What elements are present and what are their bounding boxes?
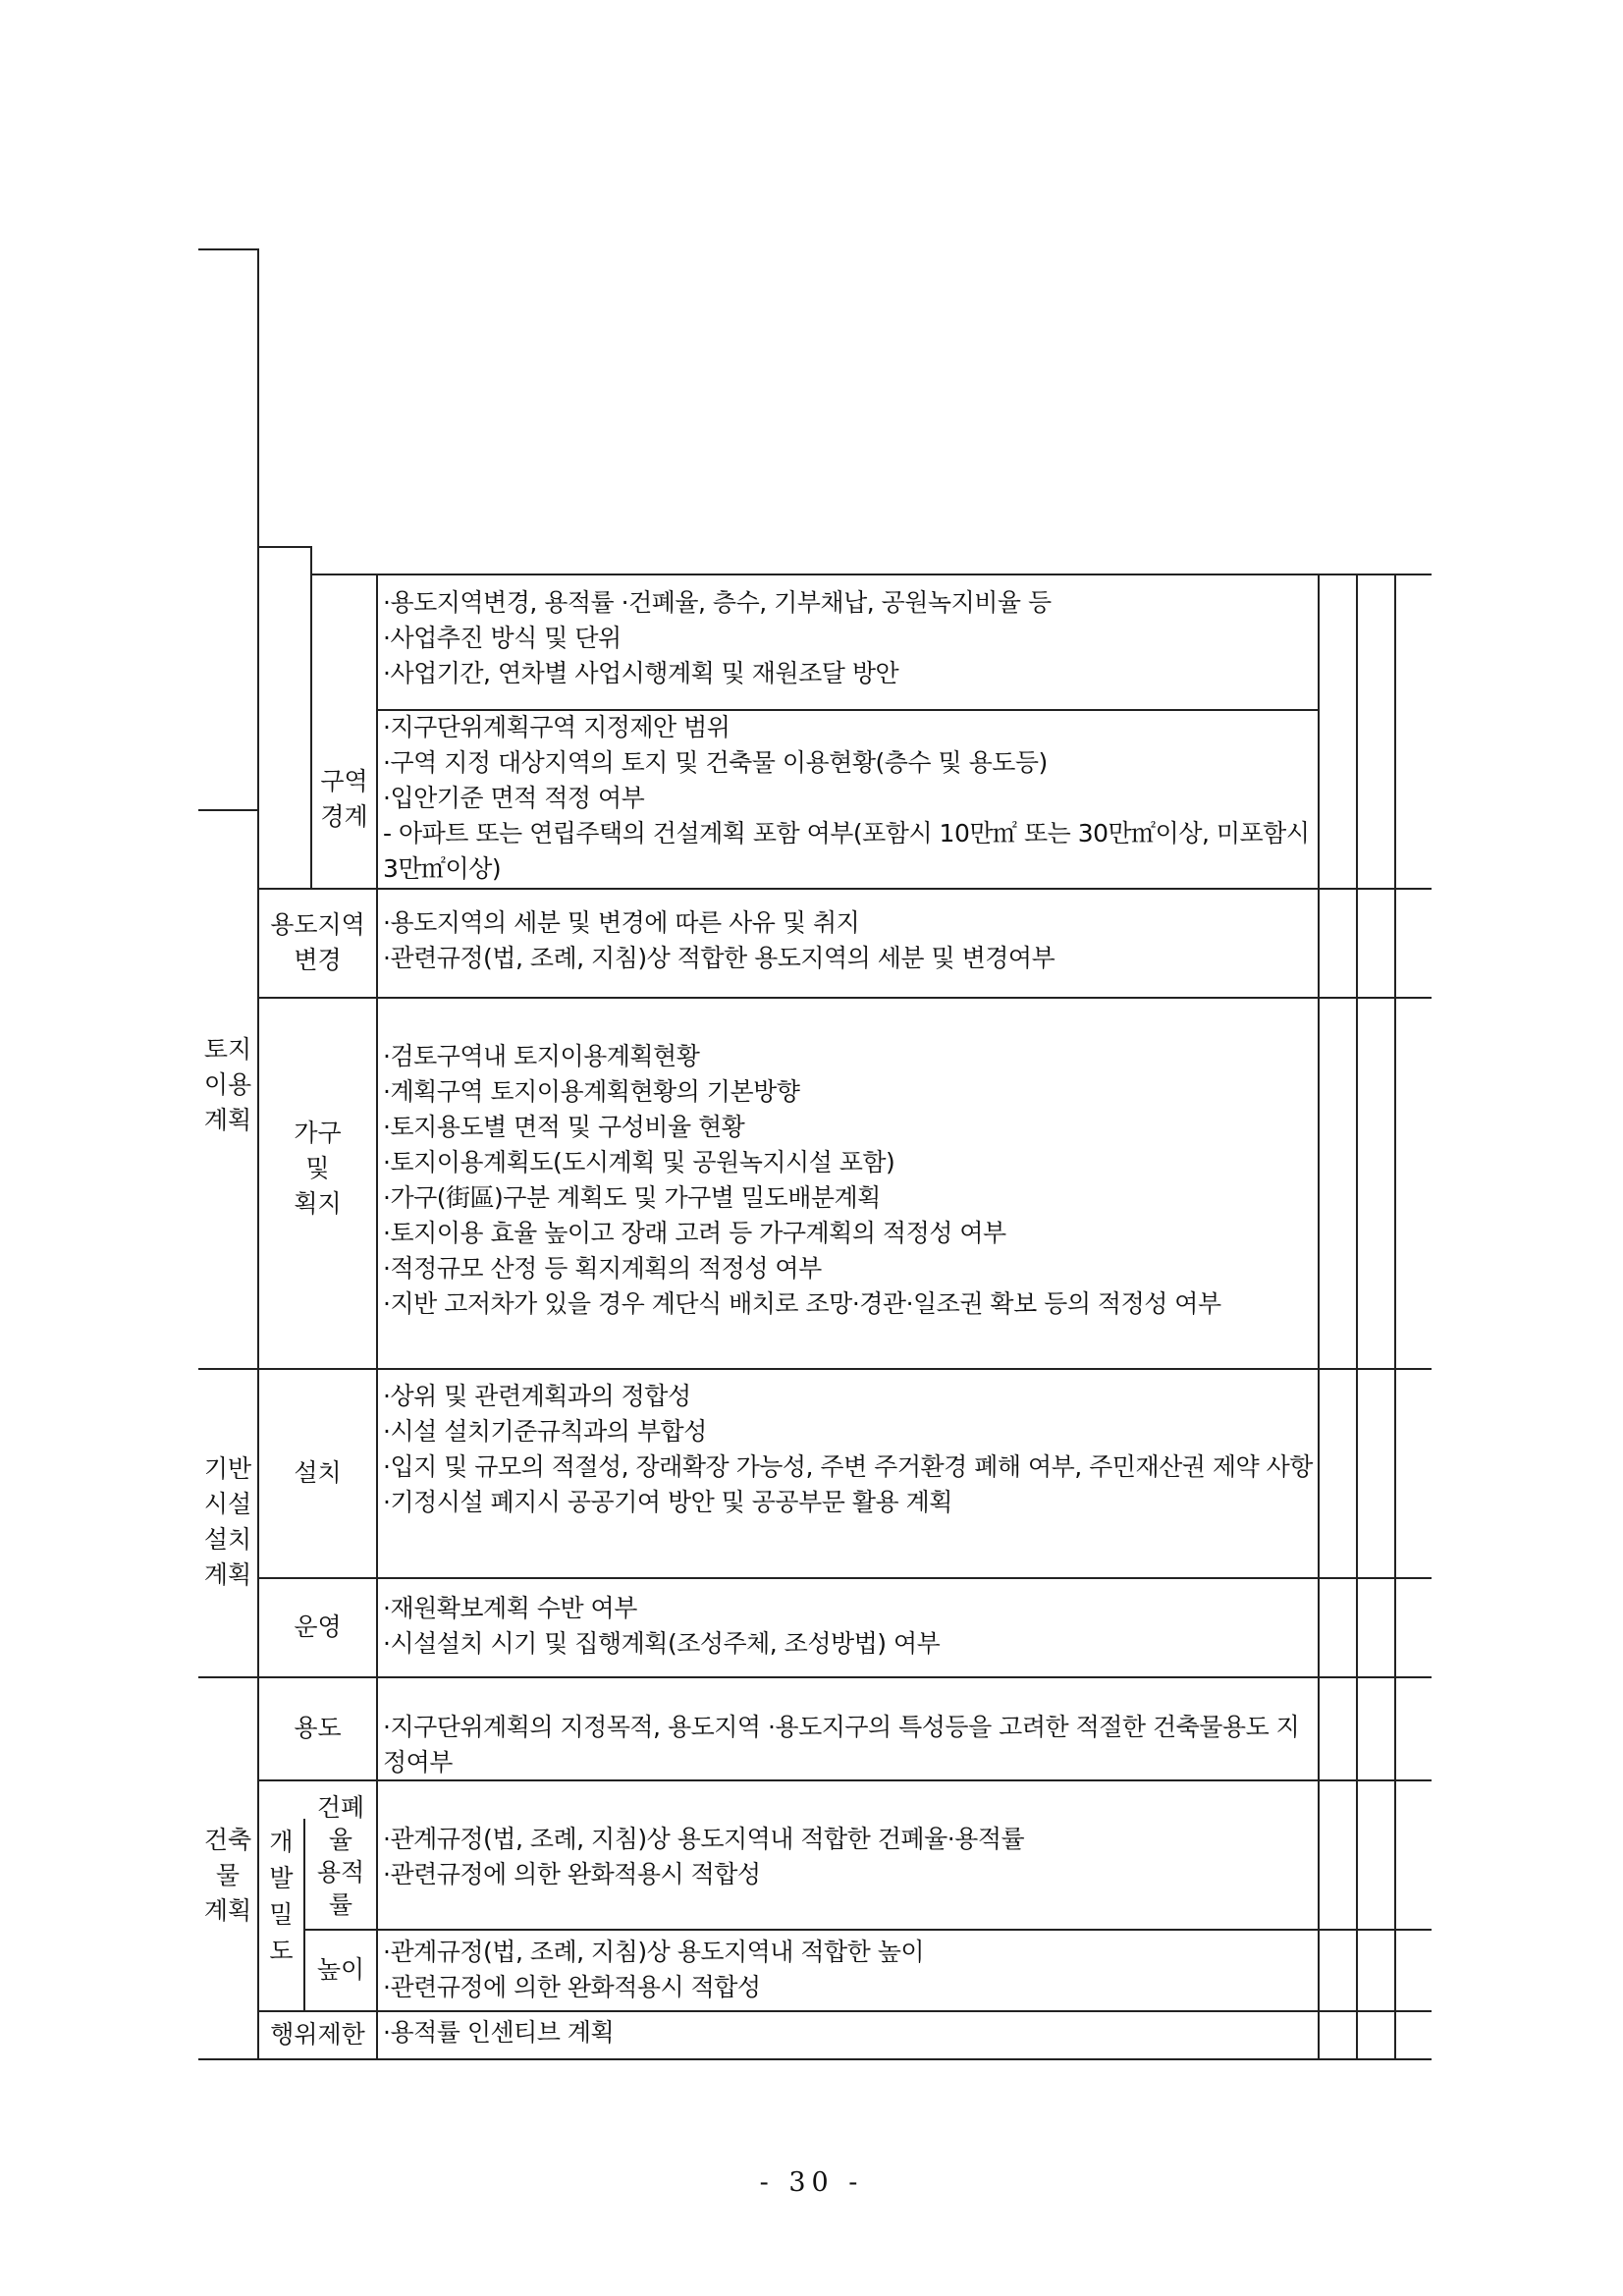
use-zone-change-label: 용도지역 변경	[270, 910, 365, 974]
list-item: ·재원확보계획 수반 여부	[383, 1594, 637, 1622]
rule	[198, 809, 259, 811]
installation-items	[383, 1379, 1318, 1520]
list-item: ·입안기준 면적 적정 여부	[383, 784, 645, 812]
rule	[198, 1368, 1432, 1370]
zone-boundary-label: 구역 경계	[320, 766, 368, 831]
list-item: ·토지이용 효율 높이고 장래 고려 등 가구계획의 적정성 여부	[383, 1219, 1006, 1247]
rule	[198, 2058, 1432, 2060]
height-label: 높이	[316, 1955, 365, 1984]
list-item: ·관련규정에 의한 완화적용시 적합성	[383, 1860, 761, 1888]
infrastructure-plan-label: 기반 시설 설치 계획	[203, 1454, 252, 1589]
rule	[257, 997, 1432, 999]
list-item: ·가구(街區)구분 계획도 및 가구별 밀도배분계획	[383, 1183, 881, 1212]
coverage-far-label: 건폐 율 용적률	[316, 1793, 365, 1919]
rule	[198, 248, 259, 250]
list-item: ·관계규정(법, 조례, 지침)상 용도지역내 적합한 건폐율·용적률	[383, 1825, 1025, 1853]
list-item: ·관련규정에 의한 완화적용시 적합성	[383, 1973, 761, 2001]
height-items	[383, 1935, 1318, 2005]
block-lot-items	[383, 1039, 1318, 1322]
list-item: ·지반 고저차가 있을 경우 계단식 배치로 조망·경관·일조권 확보 등의 적정성 여부	[383, 1289, 1221, 1318]
rule	[1356, 574, 1358, 2059]
rule	[257, 2010, 1432, 2012]
use-label: 용도	[294, 1714, 342, 1742]
list-item: ·관계규정(법, 조례, 지침)상 용도지역내 적합한 높이	[383, 1938, 925, 1966]
block-lot-label: 가구 및 획지	[294, 1119, 342, 1218]
top-section-items	[383, 585, 1318, 691]
list-item: ·토지이용계획도(도시계획 및 공원녹지시설 포함)	[383, 1148, 895, 1176]
list-item: ·시설 설치기준규칙과의 부합성	[383, 1417, 707, 1446]
operation-items	[383, 1591, 1318, 1662]
operation-label: 운영	[294, 1613, 342, 1641]
list-item: ·사업추진 방식 및 단위	[383, 624, 622, 652]
list-item: ·적정규모 산정 등 획지계획의 적정성 여부	[383, 1254, 822, 1283]
list-item: ·상위 및 관련계획과의 정합성	[383, 1382, 691, 1410]
action-restriction-items	[383, 2015, 1318, 2050]
list-item: ·용도지역의 세분 및 변경에 따른 사유 및 취지	[383, 908, 860, 937]
rule	[310, 546, 312, 575]
rule	[257, 546, 312, 548]
land-use-plan-label: 토지 이용 계획	[203, 1035, 252, 1134]
list-item: ·지구단위계획의 지정목적, 용도지역 ·용도지구의 특성등을 고려한 적절한 건축물용도 지정여부	[383, 1713, 1300, 1777]
rule	[257, 248, 259, 548]
rule	[376, 574, 378, 2059]
list-item: ·계획구역 토지이용계획현황의 기본방향	[383, 1077, 800, 1106]
zone-boundary-items	[383, 710, 1318, 887]
list-item: ·검토구역내 토지이용계획현황	[383, 1042, 700, 1070]
installation-label: 설치	[294, 1458, 342, 1487]
development-density-label: 개 발 밀 도	[269, 1828, 294, 1965]
building-plan-label: 건축 물 계획	[203, 1826, 252, 1925]
rule	[198, 1676, 1432, 1678]
list-item: ·지구단위계획구역 지정제안 범위	[383, 713, 730, 741]
use-items	[383, 1710, 1318, 1780]
list-item: ·토지용도별 면적 및 구성비율 현황	[383, 1113, 745, 1141]
list-item: ·사업기간, 연차별 사업시행계획 및 재원조달 방안	[383, 659, 899, 687]
coverage-far-items	[383, 1822, 1318, 1892]
action-restriction-label: 행위제한	[270, 2020, 365, 2049]
rule	[257, 1577, 1432, 1579]
rule	[310, 574, 1432, 575]
list-item: ·용도지역변경, 용적률 ·건폐율, 층수, 기부채납, 공원녹지비율 등	[383, 588, 1052, 617]
list-item: ·입지 및 규모의 적절성, 장래확장 가능성, 주변 주거환경 폐해 여부, 주민재산권 제약 사항	[383, 1452, 1313, 1481]
list-item: ·기정시설 폐지시 공공기여 방안 및 공공부문 활용 계획	[383, 1488, 952, 1516]
use-zone-change-items	[383, 905, 1318, 976]
rule	[257, 888, 1432, 890]
list-item: ·용적률 인센티브 계획	[383, 2018, 615, 2047]
rule	[1318, 574, 1320, 2059]
list-item: ·시설설치 시기 및 집행계획(조성주체, 조성방법) 여부	[383, 1629, 941, 1658]
rule	[1394, 574, 1396, 2059]
list-item: ·구역 지정 대상지역의 토지 및 건축물 이용현황(층수 및 용도등)	[383, 748, 1048, 777]
list-item: - 아파트 또는 연립주택의 건설계획 포함 여부(포함시 10만㎡ 또는 30만㎡이상, 미포함시 3만㎡이상)	[383, 819, 1310, 883]
list-item: ·관련규정(법, 조례, 지침)상 적합한 용도지역의 세분 및 변경여부	[383, 944, 1055, 972]
rule	[303, 1929, 1432, 1931]
page-number: - 30 -	[759, 2167, 864, 2198]
